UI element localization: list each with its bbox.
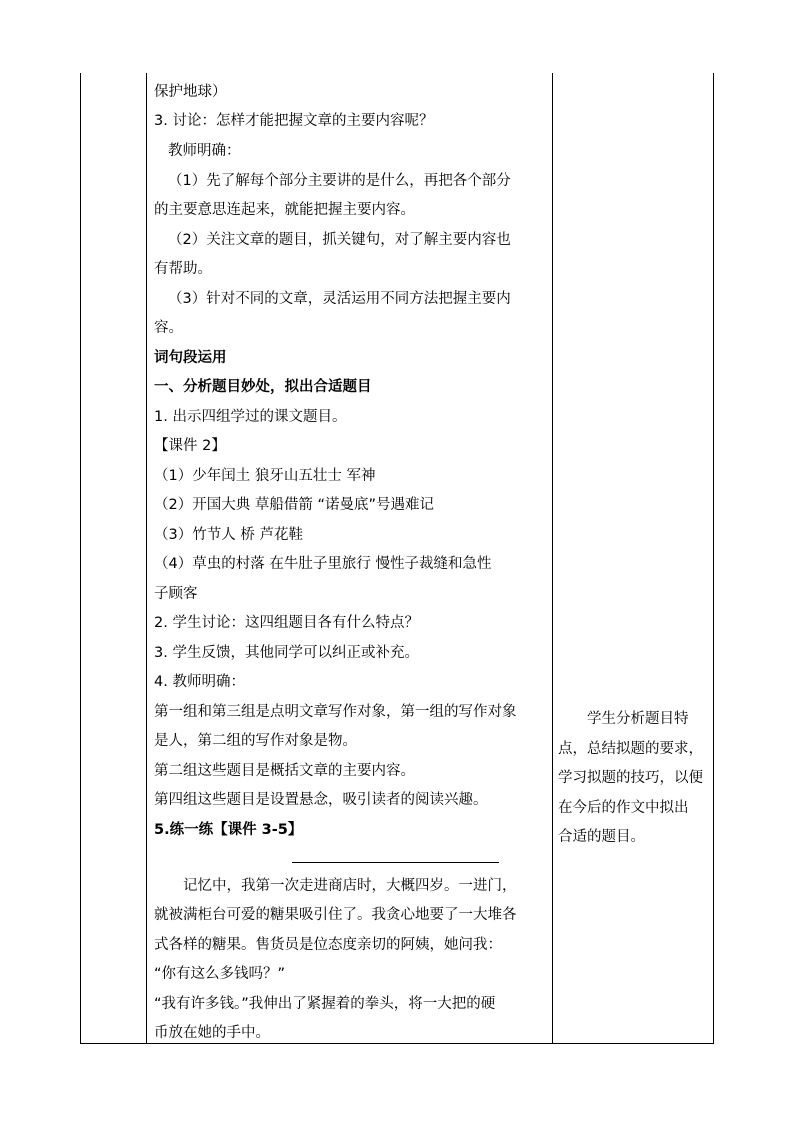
section-heading: 词句段运用 — [154, 350, 227, 366]
title-blank-line — [292, 862, 499, 863]
text-line: 容。 — [154, 320, 183, 336]
passage-line: “你有这么多钱吗？” — [154, 966, 286, 982]
passage-line: 币放在她的手中。 — [154, 1025, 270, 1041]
section-heading: 5.练一练【课件 3-5】 — [154, 822, 303, 838]
table-border-right — [713, 73, 714, 1044]
text-line: （3）竹节人 桥 芦花鞋 — [154, 527, 303, 543]
text-line: 3. 讨论：怎样才能把握文章的主要内容呢？ — [154, 113, 434, 129]
text-line: 4. 教师明确： — [154, 674, 245, 690]
passage-line: 式各样的糖果。售货员是位态度亲切的阿姨，她问我： — [154, 937, 502, 953]
text-line: （4）草虫的村落 在牛肚子里旅行 慢性子裁缝和急性 — [154, 556, 492, 572]
text-line: 第四组这些题目是设置悬念，吸引读者的阅读兴趣。 — [154, 792, 488, 808]
text-line: 的主要意思连起来，就能把握主要内容。 — [154, 202, 415, 218]
intent-line: 点，总结拟题的要求， — [558, 741, 703, 757]
text-line: 第一组和第三组是点明文章写作对象，第一组的写作对象 — [154, 704, 517, 720]
text-line: 第二组这些题目是概括文章的主要内容。 — [154, 763, 415, 779]
text-line: 1. 出示四组学过的课文题目。 — [154, 409, 347, 425]
lesson-table — [80, 73, 714, 1044]
text-line: 保护地球） — [154, 84, 227, 100]
intent-line: 学生分析题目特 — [587, 711, 689, 727]
passage-line: 记忆中，我第一次走进商店时，大概四岁。一进门， — [183, 878, 517, 894]
text-line: （1）少年闰土 狼牙山五壮士 军神 — [154, 468, 376, 484]
intent-line: 合适的题目。 — [558, 829, 645, 845]
column-divider-1 — [146, 73, 147, 1044]
text-line: （3）针对不同的文章，灵活运用不同方法把握主要内 — [168, 291, 511, 307]
text-line: （1）先了解每个部分主要讲的是什么，再把各个部分 — [168, 173, 511, 189]
table-border-bottom — [80, 1043, 714, 1044]
intent-line: 在今后的作文中拟出 — [558, 800, 689, 816]
text-line: 子顾客 — [154, 586, 198, 602]
text-line: （2）关注文章的题目，抓关键句，对了解主要内容也 — [168, 232, 511, 248]
passage-line: 就被满柜台可爱的糖果吸引住了。我贪心地要了一大堆各 — [154, 907, 517, 923]
passage-line: “我有许多钱。”我伸出了紧握着的拳头，将一大把的硬 — [154, 996, 496, 1012]
table-border-left — [80, 73, 81, 1044]
text-line: （2）开国大典 草船借箭 “诺曼底”号遇难记 — [154, 497, 434, 513]
section-heading: 一、分析题目妙处，拟出合适题目 — [154, 379, 372, 395]
text-line: 教师明确： — [168, 143, 241, 159]
text-line: 3. 学生反馈，其他同学可以纠正或补充。 — [154, 645, 419, 661]
text-line: 【课件 2】 — [154, 438, 226, 454]
text-line: 有帮助。 — [154, 261, 212, 277]
text-line: 2. 学生讨论：这四组题目各有什么特点？ — [154, 615, 419, 631]
column-divider-2 — [552, 73, 553, 1044]
intent-line: 学习拟题的技巧，以便 — [558, 770, 703, 786]
text-line: 是人，第二组的写作对象是物。 — [154, 733, 357, 749]
